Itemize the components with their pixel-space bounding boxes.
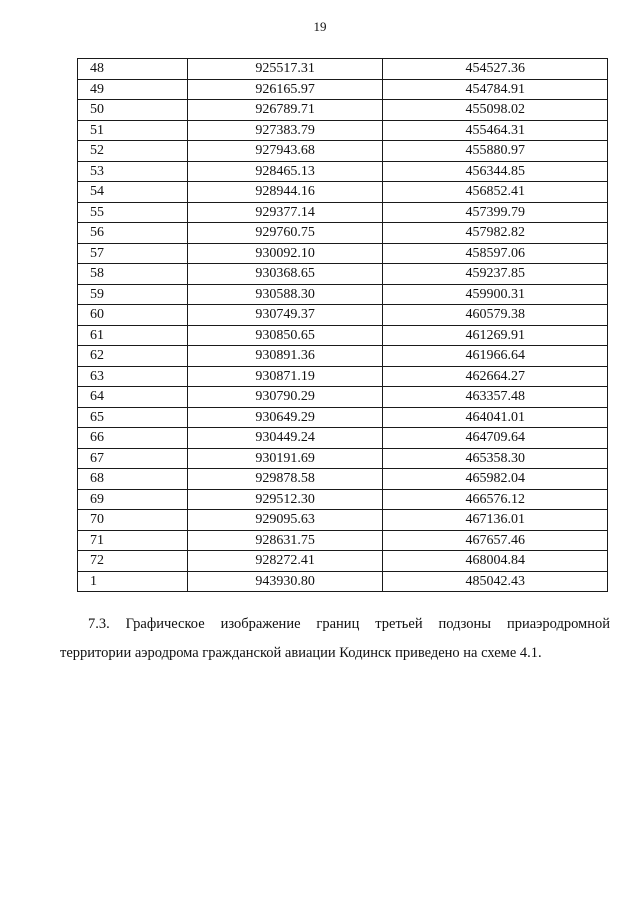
y-coordinate-cell: 454527.36 bbox=[383, 59, 608, 80]
y-coordinate-cell: 456852.41 bbox=[383, 182, 608, 203]
table-row bbox=[78, 305, 608, 326]
x-coordinate-cell: 929512.30 bbox=[187, 489, 383, 510]
point-number-cell: 63 bbox=[78, 366, 188, 387]
x-coordinate-cell: 929095.63 bbox=[187, 510, 383, 531]
y-coordinate-cell: 454784.91 bbox=[383, 79, 608, 100]
y-coordinate-cell: 459237.85 bbox=[383, 264, 608, 285]
point-number-cell: 50 bbox=[78, 100, 188, 121]
x-coordinate-cell: 927383.79 bbox=[187, 120, 383, 141]
point-number-cell: 58 bbox=[78, 264, 188, 285]
point-number-cell: 1 bbox=[78, 571, 188, 592]
point-number-cell: 60 bbox=[78, 305, 188, 326]
table-row bbox=[78, 366, 608, 387]
point-number-cell: 57 bbox=[78, 243, 188, 264]
coordinates-table bbox=[77, 58, 608, 592]
x-coordinate-cell: 927943.68 bbox=[187, 141, 383, 162]
point-number-cell: 68 bbox=[78, 469, 188, 490]
x-coordinate-cell: 926789.71 bbox=[187, 100, 383, 121]
table-row bbox=[78, 325, 608, 346]
table-row bbox=[78, 469, 608, 490]
point-number-cell: 56 bbox=[78, 223, 188, 244]
x-coordinate-cell: 943930.80 bbox=[187, 571, 383, 592]
x-coordinate-cell: 929878.58 bbox=[187, 469, 383, 490]
table-row bbox=[78, 79, 608, 100]
table-row bbox=[78, 120, 608, 141]
y-coordinate-cell: 457399.79 bbox=[383, 202, 608, 223]
y-coordinate-cell: 466576.12 bbox=[383, 489, 608, 510]
y-coordinate-cell: 485042.43 bbox=[383, 571, 608, 592]
point-number-cell: 62 bbox=[78, 346, 188, 367]
page-number: 19 bbox=[313, 19, 327, 34]
x-coordinate-cell: 926165.97 bbox=[187, 79, 383, 100]
section-paragraph bbox=[60, 610, 610, 668]
table-row bbox=[78, 284, 608, 305]
table-row bbox=[78, 223, 608, 244]
coordinates-table-body bbox=[78, 59, 608, 592]
x-coordinate-cell: 928631.75 bbox=[187, 530, 383, 551]
y-coordinate-cell: 465358.30 bbox=[383, 448, 608, 469]
point-number-cell: 66 bbox=[78, 428, 188, 449]
table-row bbox=[78, 346, 608, 367]
y-coordinate-cell: 461269.91 bbox=[383, 325, 608, 346]
point-number-cell: 51 bbox=[78, 120, 188, 141]
paragraph-line-1: 7.3. Графическое изображение границ третьей подзоны приаэродромной bbox=[88, 616, 610, 632]
point-number-cell: 65 bbox=[78, 407, 188, 428]
y-coordinate-cell: 467657.46 bbox=[383, 530, 608, 551]
point-number-cell: 59 bbox=[78, 284, 188, 305]
y-coordinate-cell: 456344.85 bbox=[383, 161, 608, 182]
table-row bbox=[78, 448, 608, 469]
x-coordinate-cell: 928272.41 bbox=[187, 551, 383, 572]
x-coordinate-cell: 930092.10 bbox=[187, 243, 383, 264]
point-number-cell: 48 bbox=[78, 59, 188, 80]
table-row bbox=[78, 571, 608, 592]
x-coordinate-cell: 930649.29 bbox=[187, 407, 383, 428]
y-coordinate-cell: 464041.01 bbox=[383, 407, 608, 428]
x-coordinate-cell: 928944.16 bbox=[187, 182, 383, 203]
x-coordinate-cell: 929377.14 bbox=[187, 202, 383, 223]
table-row bbox=[78, 243, 608, 264]
point-number-cell: 70 bbox=[78, 510, 188, 531]
point-number-cell: 72 bbox=[78, 551, 188, 572]
y-coordinate-cell: 461966.64 bbox=[383, 346, 608, 367]
table-row bbox=[78, 407, 608, 428]
table-row bbox=[78, 551, 608, 572]
x-coordinate-cell: 930191.69 bbox=[187, 448, 383, 469]
y-coordinate-cell: 464709.64 bbox=[383, 428, 608, 449]
table-row bbox=[78, 141, 608, 162]
x-coordinate-cell: 930871.19 bbox=[187, 366, 383, 387]
table-row bbox=[78, 161, 608, 182]
y-coordinate-cell: 465982.04 bbox=[383, 469, 608, 490]
y-coordinate-cell: 459900.31 bbox=[383, 284, 608, 305]
x-coordinate-cell: 930449.24 bbox=[187, 428, 383, 449]
y-coordinate-cell: 460579.38 bbox=[383, 305, 608, 326]
y-coordinate-cell: 463357.48 bbox=[383, 387, 608, 408]
table-row bbox=[78, 264, 608, 285]
table-row bbox=[78, 59, 608, 80]
point-number-cell: 52 bbox=[78, 141, 188, 162]
y-coordinate-cell: 455880.97 bbox=[383, 141, 608, 162]
table-row bbox=[78, 428, 608, 449]
paragraph-line-2: территории аэродрома гражданской авиации Кодинск приведено на схеме 4.1. bbox=[60, 645, 542, 661]
y-coordinate-cell: 462664.27 bbox=[383, 366, 608, 387]
table-row bbox=[78, 202, 608, 223]
table-row bbox=[78, 387, 608, 408]
x-coordinate-cell: 930790.29 bbox=[187, 387, 383, 408]
table-row bbox=[78, 489, 608, 510]
point-number-cell: 71 bbox=[78, 530, 188, 551]
table-row bbox=[78, 182, 608, 203]
x-coordinate-cell: 930749.37 bbox=[187, 305, 383, 326]
y-coordinate-cell: 467136.01 bbox=[383, 510, 608, 531]
y-coordinate-cell: 457982.82 bbox=[383, 223, 608, 244]
table-row bbox=[78, 530, 608, 551]
point-number-cell: 61 bbox=[78, 325, 188, 346]
point-number-cell: 49 bbox=[78, 79, 188, 100]
point-number-cell: 67 bbox=[78, 448, 188, 469]
x-coordinate-cell: 930891.36 bbox=[187, 346, 383, 367]
table-row bbox=[78, 100, 608, 121]
point-number-cell: 55 bbox=[78, 202, 188, 223]
point-number-cell: 64 bbox=[78, 387, 188, 408]
y-coordinate-cell: 455464.31 bbox=[383, 120, 608, 141]
y-coordinate-cell: 458597.06 bbox=[383, 243, 608, 264]
point-number-cell: 69 bbox=[78, 489, 188, 510]
x-coordinate-cell: 930588.30 bbox=[187, 284, 383, 305]
x-coordinate-cell: 930368.65 bbox=[187, 264, 383, 285]
point-number-cell: 53 bbox=[78, 161, 188, 182]
y-coordinate-cell: 468004.84 bbox=[383, 551, 608, 572]
x-coordinate-cell: 930850.65 bbox=[187, 325, 383, 346]
x-coordinate-cell: 925517.31 bbox=[187, 59, 383, 80]
point-number-cell: 54 bbox=[78, 182, 188, 203]
x-coordinate-cell: 929760.75 bbox=[187, 223, 383, 244]
x-coordinate-cell: 928465.13 bbox=[187, 161, 383, 182]
table-row bbox=[78, 510, 608, 531]
y-coordinate-cell: 455098.02 bbox=[383, 100, 608, 121]
